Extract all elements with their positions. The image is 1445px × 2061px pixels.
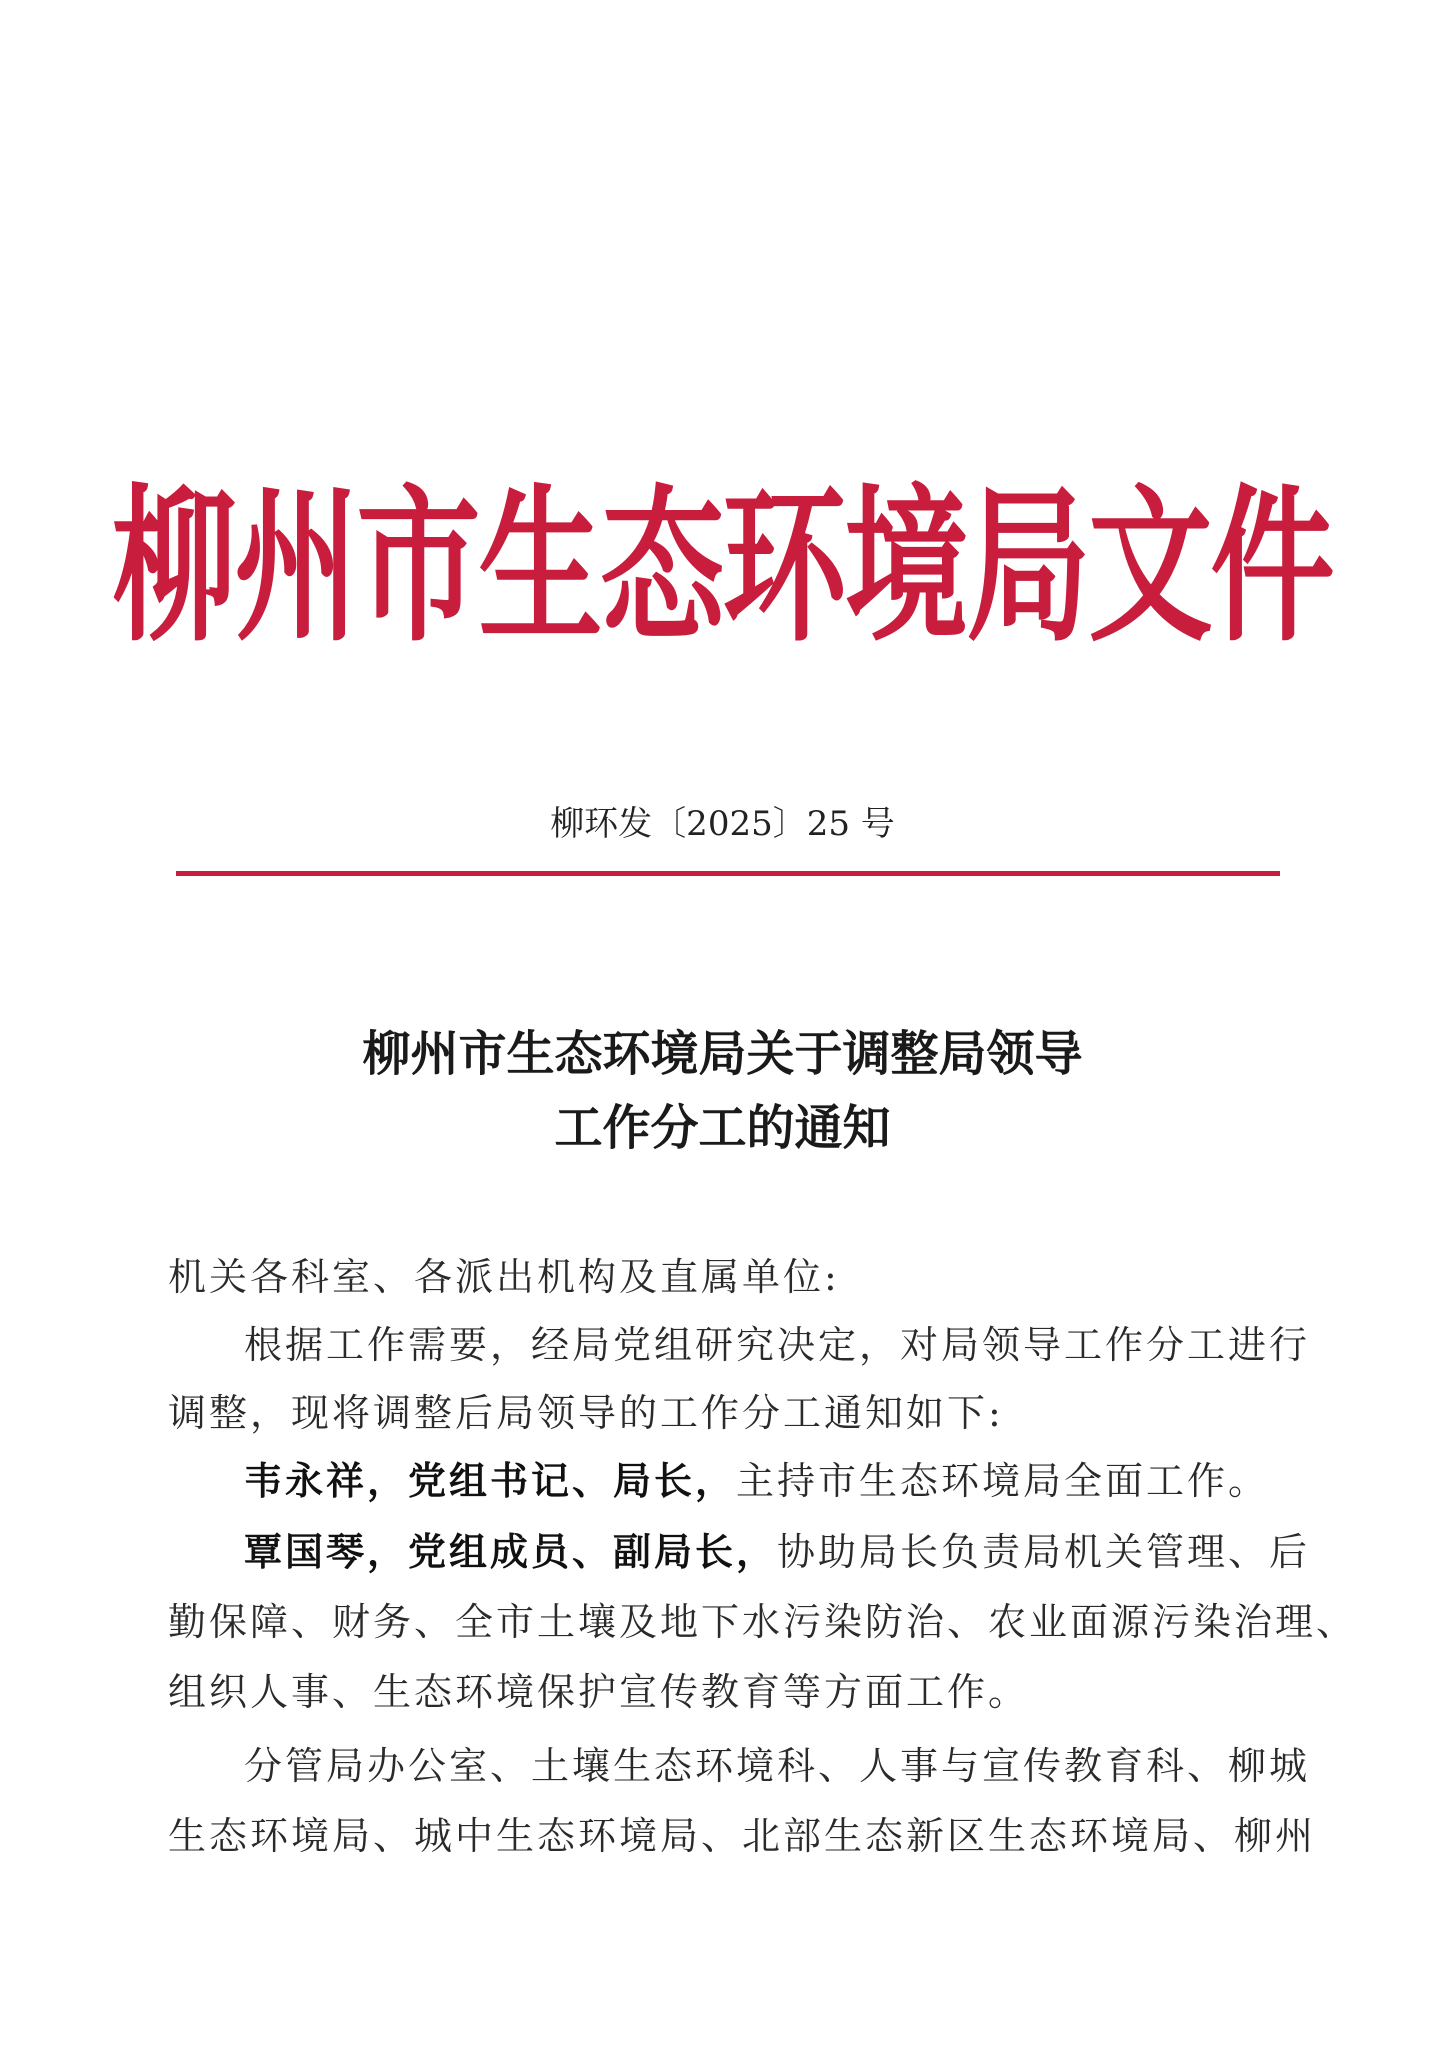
leader-2-department-line-2: 生态环境局、城中生态环境局、北部生态新区生态环境局、柳州 — [168, 1814, 1317, 1858]
red-divider — [176, 871, 1280, 876]
intro-paragraph-line-2: 调整，现将调整后局领导的工作分工通知如下: — [168, 1391, 1004, 1435]
leader-2-duty-line-1: 协助局长负责局机关管理、后 — [777, 1530, 1311, 1574]
leader-2-duty-line-3: 组织人事、生态环境保护宣传教育等方面工作。 — [168, 1670, 1030, 1714]
salutation: 机关各科室、各派出机构及直属单位: — [168, 1255, 840, 1299]
notice-title-line-2: 工作分工的通知 — [554, 1100, 891, 1156]
leader-2-paragraph-line-1 — [244, 1527, 1310, 1577]
leader-2-department-line-1: 分管局办公室、土壤生态环境科、人事与宣传教育科、柳城 — [244, 1744, 1311, 1788]
leader-2-duty-line-2: 勤保障、财务、全市土壤及地下水污染防治、农业面源污染治理、 — [168, 1600, 1358, 1644]
leader-1-name-title: 韦永祥，党组书记、局长， — [244, 1458, 737, 1503]
notice-title-line-1: 柳州市生态环境局关于调整局领导 — [362, 1026, 1083, 1082]
leader-2-name-title: 覃国琴，党组成员、副局长， — [244, 1529, 778, 1574]
intro-paragraph-line-1: 根据工作需要，经局党组研究决定，对局领导工作分工进行 — [244, 1323, 1311, 1367]
document-masthead: 柳州市生态环境局文件 — [112, 470, 1333, 666]
leader-1-paragraph — [244, 1456, 1269, 1506]
document-number: 柳环发〔2025〕25 号 — [550, 804, 895, 844]
leader-1-duty: 主持市生态环境局全面工作。 — [736, 1459, 1270, 1503]
